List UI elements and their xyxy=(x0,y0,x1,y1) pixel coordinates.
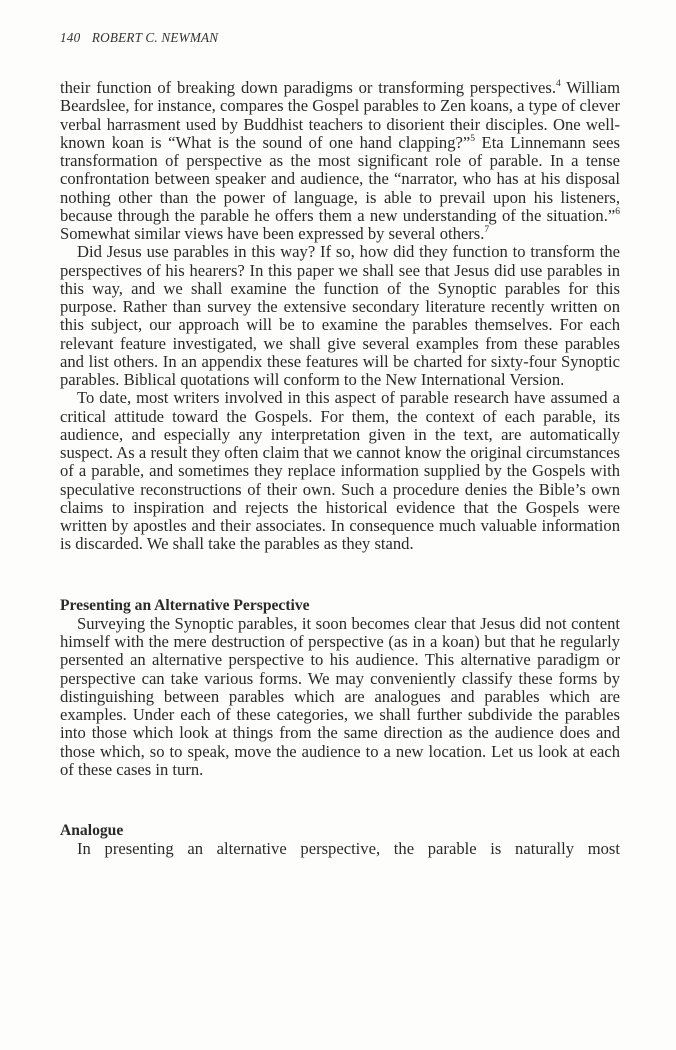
running-head-author: ROBERT C. NEWMAN xyxy=(91,30,219,45)
paragraph-3: To date, most writers involved in this aspect of parable research have assumed a critical attitude toward the Gospels. For them, the context of each parable, its audience, and especially any interpretation given in the text, are automatically suspect. As a result they often claim that we cannot know the original circumstances of a parable, and sometimes they replace information supplied by the Gospels with speculative reconstructions of their own. Such a procedure denies the Bible’s own claims to inspiration and rejects the historical evidence that the Gospels were written by apostles and their associates. In consequence much valuable information is discarded. We shall take the parables as they stand. xyxy=(60,388,620,554)
footnote-ref-7[interactable]: 7 xyxy=(484,225,490,235)
section-2-paragraph: In presenting an alternative perspective, the parable is naturally most xyxy=(77,839,620,859)
body-text xyxy=(60,79,620,859)
paragraph-1-text-c: Eta Linnemann sees transformation of perspective as the most significant role of parable. In a tense confrontation between speaker and audience, the “narrator, who has at his disposal nothing other than the power of language, is able to prevail upon his listeners, because through the parable he offers them a new understanding of the situation.” xyxy=(60,132,620,225)
section-1-paragraph: Surveying the Synoptic parables, it soon becomes clear that Jesus did not content himself with the mere destruction of perspective (as in a koan) but that he regularly persented an alternative perspective to his audience. This alternative paradigm or perspective can take various forms. We may conveniently classify these forms by distinguishing between parables which are analogues and parables which are examples. Under each of these categories, we shall further subdivide the parables into those which look at things from the same direction as the audience does and those which, so to speak, move the audience to a new location. Let us look at each of these cases in turn. xyxy=(60,613,620,779)
footnote-ref-5[interactable]: 5 xyxy=(470,133,475,144)
page-number: 140 xyxy=(60,30,81,45)
paragraph-1 xyxy=(60,79,620,243)
footnote-ref-4[interactable]: 4 xyxy=(556,79,561,89)
paragraph-1-text-d: Somewhat similar views have been expressed by several others. xyxy=(60,224,485,243)
paragraph-1-text-b: William Beardslee, for instance, compares the Gospel parables to Zen koans, a type of clever verbal harrasment used by Buddhist teachers to disorient their disciples. One well-known koan is “What is the sound of one hand clapping?” xyxy=(60,78,621,152)
section-heading-analogue: Analogue xyxy=(60,822,124,839)
section-heading-alternative-perspective: Presenting an Alternative Perspective xyxy=(60,596,310,614)
paragraph-1-text-a: their function of breaking down paradigms or transforming perspectives. xyxy=(60,78,556,97)
running-head xyxy=(60,30,218,46)
footnote-ref-6[interactable]: 6 xyxy=(615,206,620,217)
paragraph-2: Did Jesus use parables in this way? If so, how did they function to transform the perspectives of his hearers? In this paper we shall see that Jesus did use parables in this way, and we shall examine the function of the Synoptic parables for this purpose. Rather than survey the extensive secondary literature recently written on this subject, our approach will be to examine the parables themselves. For each relevant feature investigated, we shall give several examples from these parables and list others. In an appendix these features will be charted for sixty-four Synoptic parables. Biblical quotations will conform to the New International Version. xyxy=(60,242,620,389)
